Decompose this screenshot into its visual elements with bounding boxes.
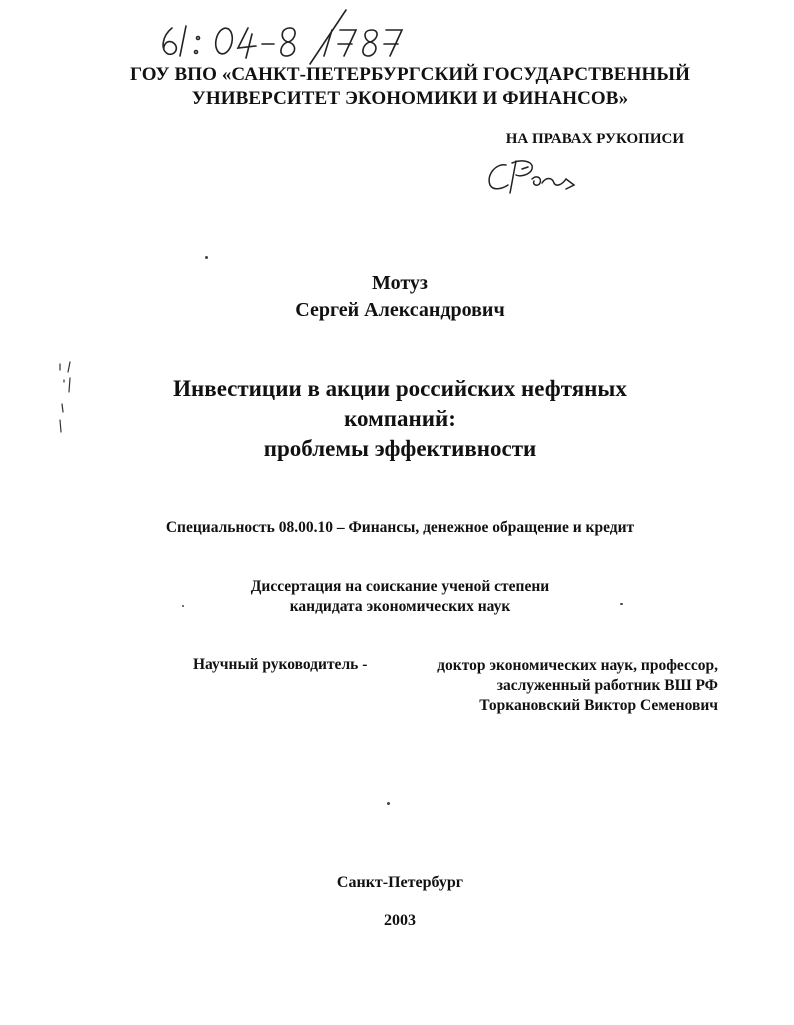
supervisor-label: Научный руководитель - <box>193 656 368 673</box>
title-line-3: проблемы эффективности <box>263 436 537 461</box>
author-given-names: Сергей Александрович <box>295 299 505 321</box>
title-line-2: компаний: <box>344 406 456 431</box>
institution-line-2: УНИВЕРСИТЕТ ЭКОНОМИКИ И ФИНАНСОВ» <box>191 88 629 109</box>
institution-name <box>100 63 720 111</box>
author <box>200 270 600 324</box>
scan-speck <box>620 603 623 605</box>
supervisor-line-1: доктор экономических наук, профессор, <box>437 657 718 674</box>
dissertation-title <box>120 374 680 464</box>
title-line-1: Инвестиции в акции российских нефтяных <box>173 376 627 401</box>
scan-speck <box>182 605 184 607</box>
supervisor-line-2: заслуженный работник ВШ РФ <box>496 677 718 694</box>
institution-line-1: ГОУ ВПО «САНКТ-ПЕТЕРБУРГСКИЙ ГОСУДАРСТВЕННЫЙ <box>130 64 690 85</box>
supervisor-details <box>380 656 718 716</box>
city: Санкт-Петербург <box>336 874 464 891</box>
specialty: Специальность 08.00.10 – Финансы, денежное обращение и кредит <box>165 519 635 536</box>
scan-speck <box>205 256 208 259</box>
year: 2003 <box>384 912 416 929</box>
dissertation-degree <box>200 577 600 617</box>
dissertation-line-1: Диссертация на соискание ученой степени <box>250 578 550 595</box>
scan-margin-marks <box>50 360 80 440</box>
dissertation-line-2: кандидата экономических наук <box>289 598 511 615</box>
handwritten-archive-number <box>150 6 420 66</box>
scan-speck <box>387 802 390 805</box>
rights-note: НА ПРАВАХ РУКОПИСИ <box>505 131 684 147</box>
author-surname: Мотуз <box>372 272 428 294</box>
signature <box>482 155 582 197</box>
supervisor-line-3: Торкановский Виктор Семенович <box>479 697 718 714</box>
